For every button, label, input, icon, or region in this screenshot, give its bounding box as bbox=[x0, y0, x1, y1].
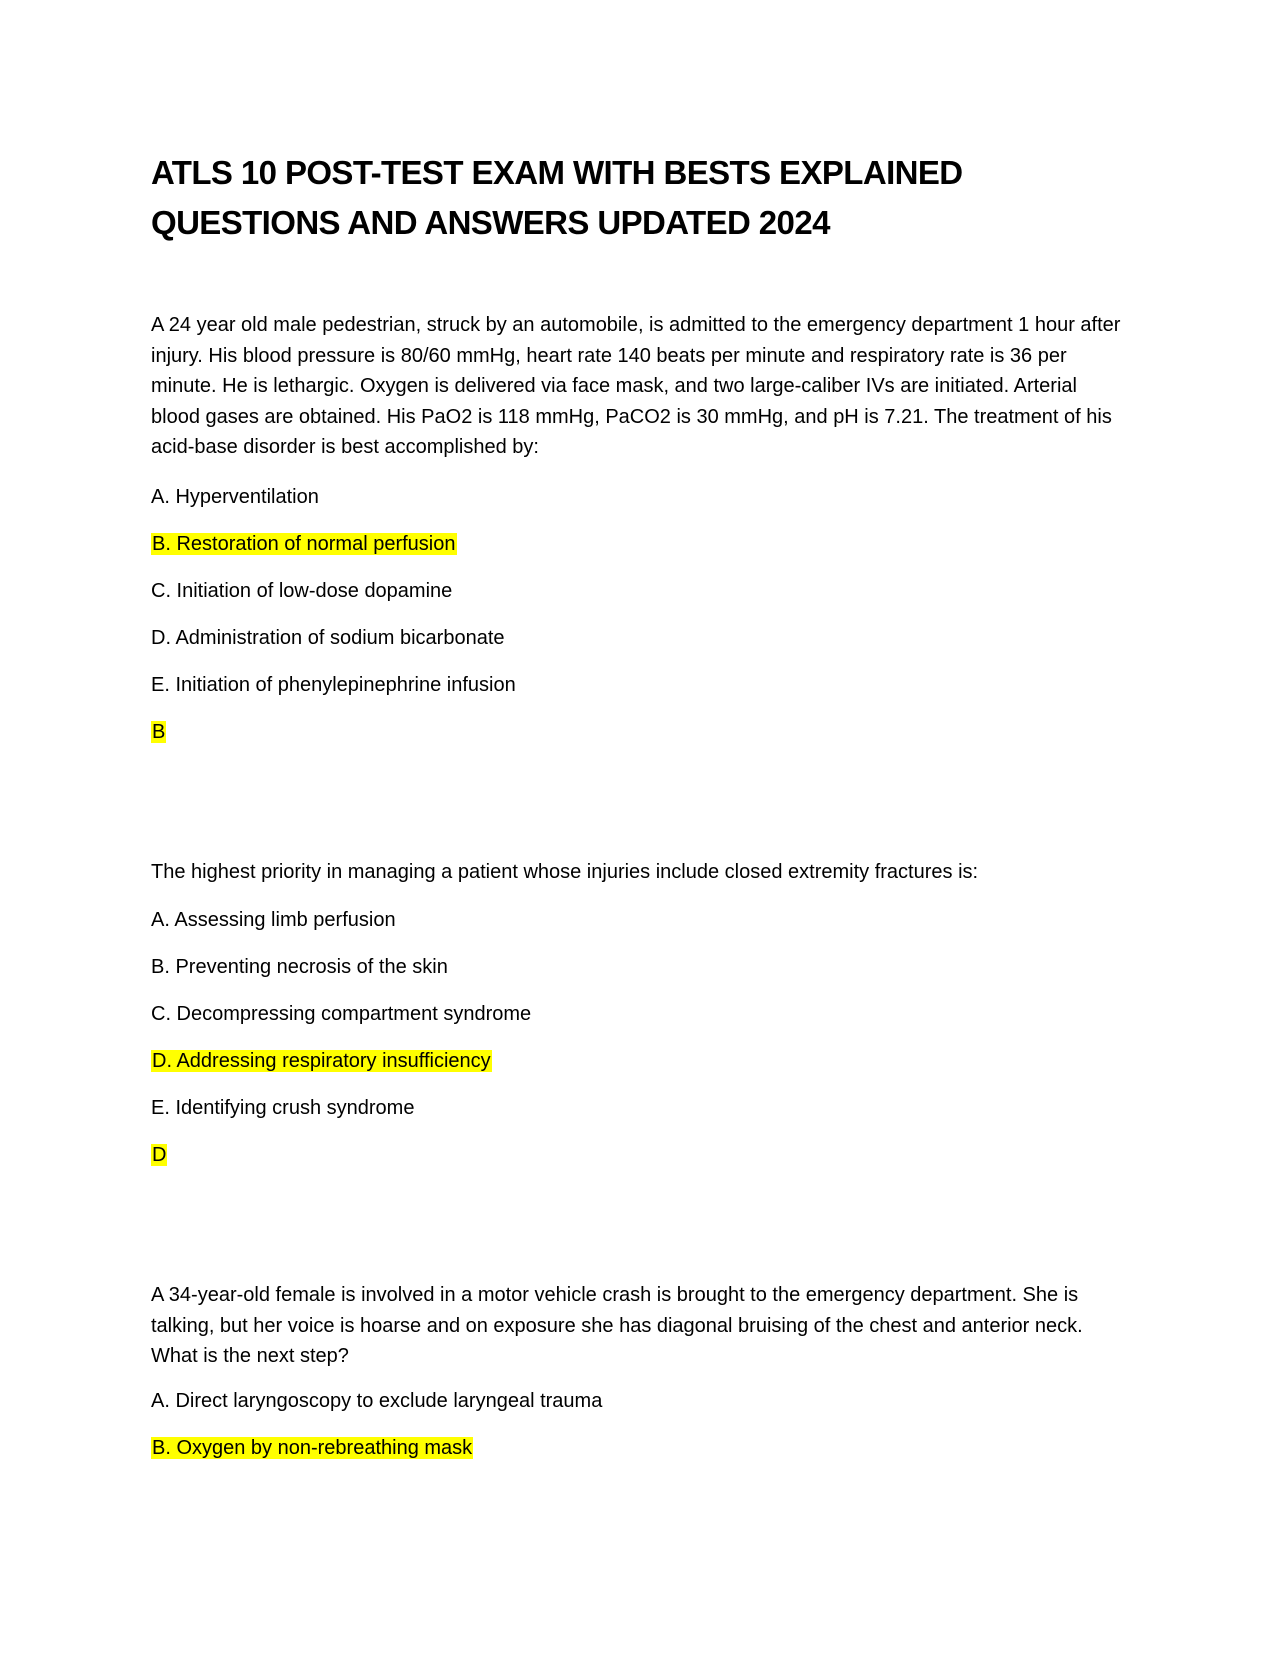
question-2-option-e: E. Identifying crush syndrome bbox=[151, 1097, 415, 1119]
answer-highlight: B bbox=[152, 721, 166, 743]
question-2-option-d bbox=[151, 1048, 492, 1074]
correct-option-highlight: B. Restoration of normal perfusion bbox=[152, 533, 456, 555]
question-1-option-e: E. Initiation of phenylepinephrine infusion bbox=[151, 674, 516, 696]
question-3-text: A 34-year-old female is involved in a motor vehicle crash is brought to the emergency department. She is talking, but her voice is hoarse and on exposure she has diagonal bruising of the chest and anterior neck. What is the next step? bbox=[151, 1284, 1083, 1367]
question-1-option-a: A. Hyperventilation bbox=[151, 486, 319, 508]
question-1-option-c: C. Initiation of low-dose dopamine bbox=[151, 580, 453, 602]
question-2-answer bbox=[151, 1142, 167, 1168]
question-2-text: The highest priority in managing a patient whose injuries include closed extremity fractures is: bbox=[151, 861, 979, 883]
question-3-option-a: A. Direct laryngoscopy to exclude laryngeal trauma bbox=[151, 1390, 603, 1412]
question-2-option-a: A. Assessing limb perfusion bbox=[151, 909, 396, 931]
correct-option-highlight: B. Oxygen by non-rebreathing mask bbox=[152, 1437, 473, 1459]
question-1-option-d: D. Administration of sodium bicarbonate bbox=[151, 627, 505, 649]
answer-highlight: D bbox=[152, 1144, 167, 1166]
question-2-option-c: C. Decompressing compartment syndrome bbox=[151, 1003, 532, 1025]
question-3-option-b bbox=[151, 1435, 473, 1461]
question-1-option-b bbox=[151, 531, 457, 557]
correct-option-highlight: D. Addressing respiratory insufficiency bbox=[152, 1050, 491, 1072]
question-1-answer bbox=[151, 719, 166, 745]
question-2-option-b: B. Preventing necrosis of the skin bbox=[151, 956, 448, 978]
question-1-text: A 24 year old male pedestrian, struck by an automobile, is admitted to the emergency department 1 hour after injury. His blood pressure is 80/60 mmHg, heart rate 140 beats per minute and respiratory rate is 36 per minute. He is lethargic. Oxygen is delivered via face mask, and two large-caliber IVs are initiated. Arterial blood gases are obtained. His PaO2 is 118 mmHg, PaCO2 is 30 mmHg, and pH is 7.21. The treatment of his acid-base disorder is best accomplished by: bbox=[151, 314, 1121, 458]
document-title: ATLS 10 POST-TEST EXAM WITH BESTS EXPLAINED QUESTIONS AND ANSWERS UPDATED 2024 bbox=[151, 154, 963, 241]
